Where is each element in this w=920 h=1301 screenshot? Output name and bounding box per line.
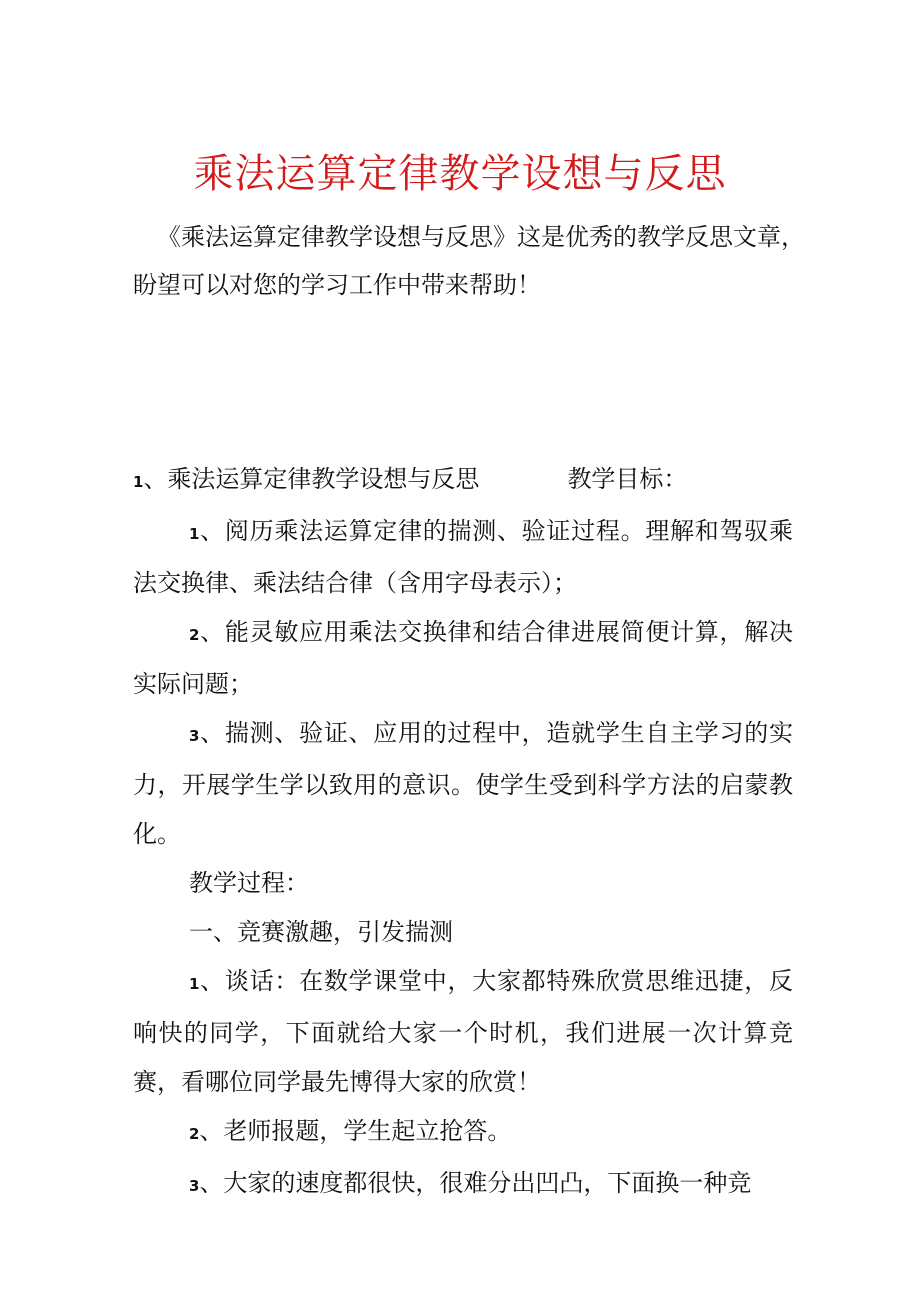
goal-item — [133, 709, 793, 859]
goals-label: 教学目标： — [567, 465, 688, 493]
step-text: 、大家的速度都很快，很难分出凹凸，下面换一种竞 — [199, 1169, 752, 1197]
goal-item — [133, 507, 793, 608]
step-text: 、谈话：在数学课堂中，大家都特殊欣赏思维迅捷，反响快的同学，下面就给大家一个时机，我们进展一次计算竞赛，看哪位同学最先博得大家的欣赏！ — [133, 967, 793, 1096]
step-number: 3 — [189, 1177, 200, 1195]
goal-number: 3 — [189, 727, 200, 745]
goal-text: 、能灵敏应用乘法交换律和结合律进展简便计算，解决实际问题； — [133, 618, 793, 698]
step-number: 1 — [189, 975, 200, 993]
step-number: 2 — [189, 1125, 200, 1143]
step-item — [133, 1107, 793, 1159]
step-item — [133, 957, 793, 1107]
document-title: 乘法运算定律教学设想与反思 — [193, 151, 727, 197]
goal-text: 、阅历乘法运算定律的揣测、验证过程。理解和驾驭乘法交换律、乘法结合律（含用字母表示）； — [133, 517, 793, 597]
process-label: 教学过程： — [189, 869, 309, 897]
section-number: 1 — [133, 473, 144, 491]
goal-number: 2 — [189, 626, 200, 644]
section-heading — [133, 455, 793, 507]
goal-text: 、揣测、验证、应用的过程中，造就学生自主学习的实力，开展学生学以致用的意识。使学生受到科学方法的启蒙教化。 — [133, 719, 793, 848]
goal-item — [133, 608, 793, 709]
part-one-heading: 一、竞赛激趣，引发揣测 — [189, 918, 453, 946]
section-heading-text: 、乘法运算定律教学设想与反思 — [143, 465, 480, 493]
step-text: 、老师报题，学生起立抢答。 — [199, 1117, 512, 1145]
step-item — [133, 1159, 793, 1211]
intro-paragraph: 《乘法运算定律教学设想与反思》这是优秀的教学反思文章，盼望可以对您的学习工作中带来帮助！ — [133, 223, 805, 299]
goal-number: 1 — [189, 525, 200, 543]
document-body — [133, 455, 793, 1211]
